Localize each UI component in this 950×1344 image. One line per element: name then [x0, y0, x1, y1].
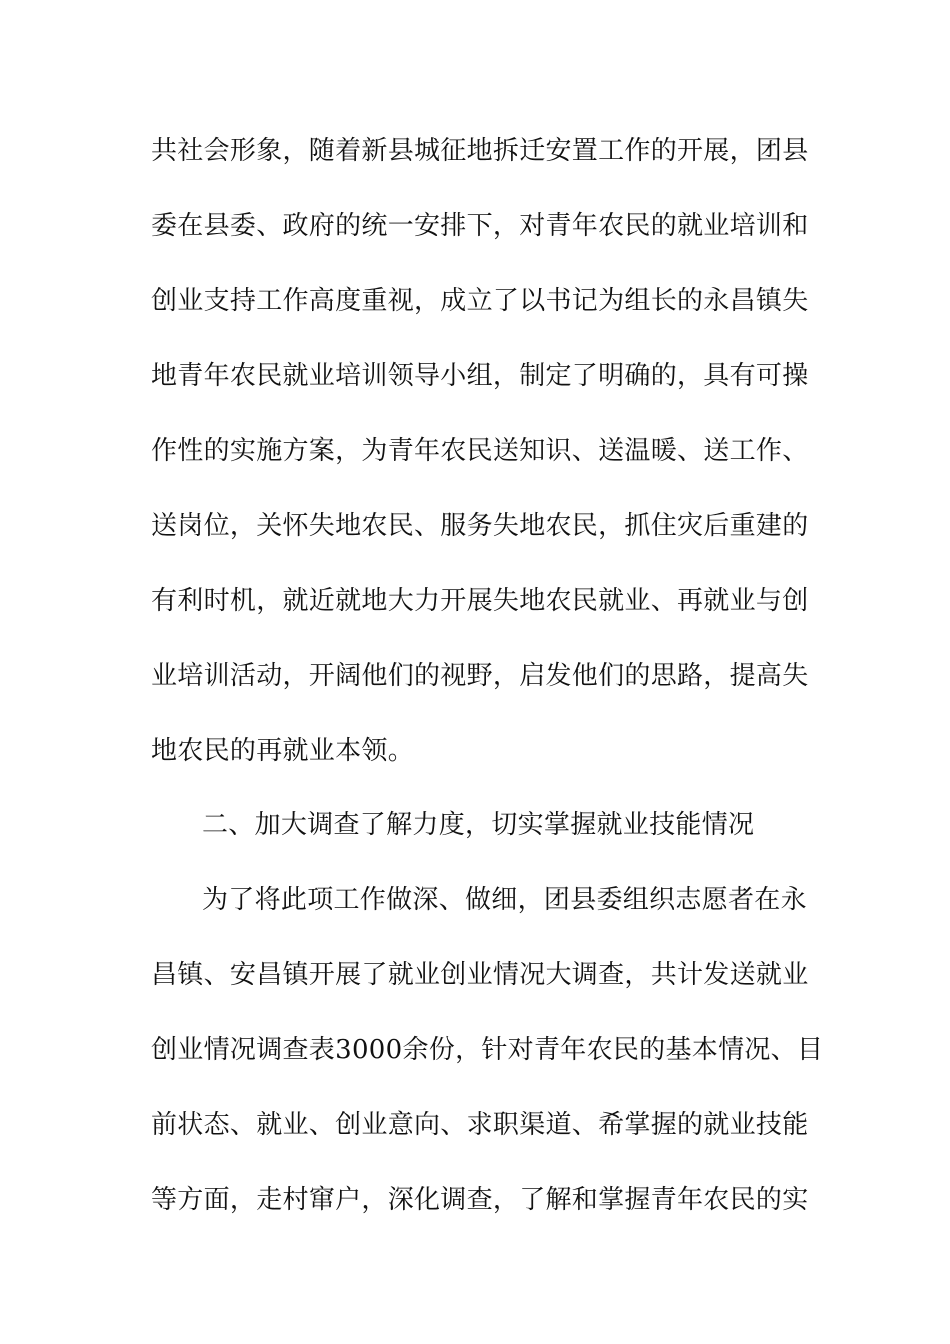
paragraph-line: 创业情况调查表3000余份，针对青年农民的基本情况、目 [151, 1035, 824, 1065]
paragraph-line: 等方面，走村窜户，深化调查，了解和掌握青年农民的实 [151, 1185, 809, 1215]
paragraph-line: 有利时机，就近就地大力开展失地农民就业、再就业与创 [151, 586, 809, 616]
paragraph-line: 地青年农民就业培训领导小组，制定了明确的，具有可操 [151, 361, 809, 391]
paragraph-line: 地农民的再就业本领。 [151, 736, 415, 766]
paragraph-line: 前状态、就业、创业意向、求职渠道、希掌握的就业技能 [151, 1110, 809, 1140]
section-heading: 二、加大调查了解力度，切实掌握就业技能情况 [202, 810, 755, 840]
paragraph-line: 送岗位，关怀失地农民、服务失地农民，抓住灾后重建的 [151, 511, 809, 541]
paragraph-line: 昌镇、安昌镇开展了就业创业情况大调查，共计发送就业 [151, 960, 809, 990]
paragraph-line: 委在县委、政府的统一安排下，对青年农民的就业培训和 [151, 211, 809, 241]
paragraph-line: 业培训活动，开阔他们的视野，启发他们的思路，提高失 [151, 661, 809, 691]
paragraph-line: 创业支持工作高度重视，成立了以书记为组长的永昌镇失 [151, 286, 809, 316]
paragraph-line: 共社会形象，随着新县城征地拆迁安置工作的开展，团县 [151, 136, 809, 166]
paragraph-line: 为了将此项工作做深、做细，团县委组织志愿者在永 [202, 885, 807, 915]
paragraph-line: 作性的实施方案，为青年农民送知识、送温暖、送工作、 [151, 436, 809, 466]
